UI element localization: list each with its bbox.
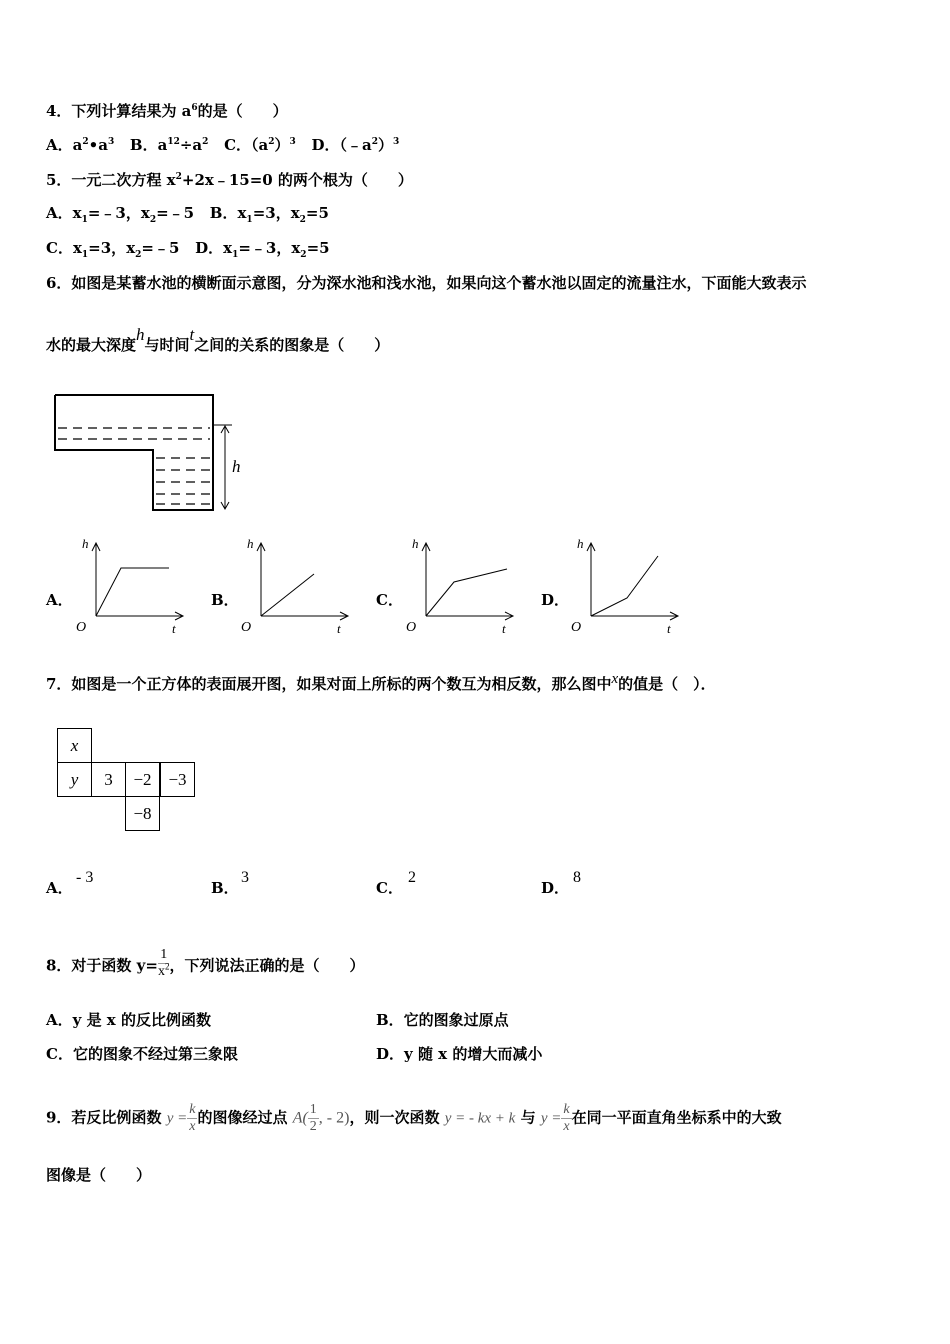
q6-text-b: 与时间 — [144, 336, 190, 354]
q7-option-c — [376, 869, 416, 898]
q4-stem-sup: 6 — [191, 103, 198, 113]
q4-option-b-label: B． — [129, 136, 158, 154]
q4-stem-text: 4．下列计算结果为 a — [46, 102, 192, 120]
q9-point-frac — [308, 1102, 319, 1135]
q6-graph-option-b — [211, 534, 371, 639]
q6-graph-b-plot — [239, 534, 389, 639]
q8-frac-den: x — [157, 964, 165, 979]
q5-stem-text-2: +2x﹣15=0 的两个根为（ ） — [181, 171, 413, 189]
q6-graph-d-curve — [591, 556, 658, 616]
q5-c-v1: =3， — [88, 239, 127, 257]
q5-a-v1: =﹣3， — [87, 204, 141, 222]
q7-c-label: C． — [376, 879, 403, 897]
q5-b-label: B． — [209, 204, 238, 222]
q6-graph-a-curve — [96, 568, 169, 616]
q6-graph-option-c — [376, 534, 536, 639]
q4-a-sup2: 3 — [107, 137, 115, 147]
q4-c-exp: 3 — [289, 137, 296, 147]
q5-a-s2: 2 — [149, 215, 157, 225]
net-cell-minus2: −2 — [125, 762, 160, 797]
q5-option-d — [195, 239, 330, 260]
q5-a-v2: =﹣5 — [156, 204, 195, 222]
q9-f2-den: x — [563, 1119, 570, 1134]
q4-b-div: ÷a — [179, 136, 203, 154]
q5-b-s1: 1 — [246, 215, 253, 225]
q9-text-d: 与 — [520, 1108, 536, 1127]
q5-a-x1: x — [72, 204, 82, 222]
q4-option-c-label: C． — [224, 136, 252, 154]
q6-stem-line1: 6．如图是某蓄水池的横断面示意图，分为深水池和浅水池，如果向这个蓄水池以固定的流量注水，下面能大致表示 — [46, 274, 807, 292]
q5-b-v2: =5 — [305, 204, 329, 222]
q7-option-b — [211, 869, 249, 898]
q6-stem-line2 — [46, 325, 390, 355]
q4-stem — [46, 101, 288, 121]
q6-var-h: h — [136, 325, 145, 344]
q6-graph-c-label: C． — [376, 591, 403, 609]
origin-label: O — [571, 620, 582, 635]
h-axis-label: h — [412, 536, 419, 551]
q7-b-label: B． — [211, 879, 239, 897]
h-axis-label: h — [247, 536, 254, 551]
q9-stem-line2: 图像是（ ） — [46, 1166, 152, 1184]
q5-d-label: D． — [195, 239, 224, 257]
q6-graph-c-curve — [426, 569, 507, 616]
h-axis-label: h — [577, 536, 584, 551]
q7-stem-text: 7．如图是一个正方体的表面展开图，如果对面上所标的两个数互为相反数，那么图中 — [46, 675, 612, 693]
q4-a-sup1: 2 — [82, 137, 89, 147]
q6-graph-option-d — [541, 534, 701, 639]
q5-option-c — [46, 239, 180, 260]
q5-b-x2: x — [290, 204, 300, 222]
q5-d-x2: x — [291, 239, 301, 257]
q4-b-sup1: 12 — [167, 137, 180, 147]
q7-b-value: 3 — [241, 869, 249, 886]
q5-option-b — [209, 204, 329, 225]
q5-d-x1: x — [223, 239, 233, 257]
origin-label: O — [76, 620, 87, 635]
q7-a-value: - 3 — [76, 869, 94, 886]
q8-stem-text-2: ，下列说法正确的是（ ） — [169, 956, 365, 975]
q6-text-a: 水的最大深度 — [46, 336, 137, 354]
q5-a-label: A． — [46, 204, 73, 222]
q5-stem-text: 5．一元二次方程 x — [46, 171, 176, 189]
q5-c-s2: 2 — [135, 250, 142, 260]
water-lines — [58, 428, 210, 504]
q7-option-d — [541, 869, 581, 898]
t-axis-label: t — [337, 621, 341, 636]
net-cell-3: 3 — [91, 762, 126, 797]
q9-text-a: 9．若反比例函数 — [46, 1108, 162, 1127]
q6-graph-a-plot — [74, 534, 224, 639]
q6-graph-d-label: D． — [541, 591, 570, 609]
q4-c-expr: （a — [251, 136, 269, 154]
q4-d-exp: 3 — [393, 137, 400, 147]
q6-graph-a-label: A． — [46, 591, 73, 609]
h-axis-label: h — [82, 536, 89, 551]
q9-text-e: 在同一平面直角坐标系中的大致 — [571, 1108, 782, 1127]
q5-c-label: C． — [46, 239, 73, 257]
q6-graph-c-plot — [404, 534, 554, 639]
q9-f1-frac — [187, 1102, 197, 1135]
q6-text-c: 之间的关系的图象是（ ） — [194, 336, 390, 354]
q9-f1-num: k — [189, 1102, 196, 1117]
q9-point-a: A( — [292, 1109, 308, 1127]
q8-fraction — [158, 947, 170, 980]
q4-b-base: a — [157, 136, 168, 154]
q5-b-s2: 2 — [299, 215, 306, 225]
q8-stem-text: 8．对于函数 y= — [46, 956, 158, 975]
q8-option-b: B．它的图象过原点 — [376, 1011, 509, 1029]
q5-c-x2: x — [126, 239, 136, 257]
q6-graph-option-a — [46, 534, 206, 639]
q8-frac-num: 1 — [158, 947, 170, 964]
t-axis-label: t — [667, 621, 671, 636]
q7-c-value: 2 — [408, 869, 416, 886]
q4-d-expr: （﹣a — [339, 136, 372, 154]
q5-d-v2: =5 — [306, 239, 330, 257]
q9-pt-num: 1 — [309, 1102, 317, 1117]
origin-label: O — [406, 620, 417, 635]
q4-c-sup: 2 — [268, 137, 275, 147]
q9-f2-num: k — [563, 1102, 570, 1117]
q4-stem-text-2: 的是（ ） — [197, 102, 288, 120]
q8-option-c: C．它的图象不经过第三象限 — [46, 1045, 238, 1063]
q4-option-a-label: A． — [46, 136, 73, 154]
cube-net — [57, 728, 217, 838]
net-cell-minus3: −3 — [160, 762, 195, 797]
q7-stem-text-2: 的值是（ ）． — [618, 675, 716, 693]
q7-stem — [46, 671, 716, 695]
q4-d-close: ） — [378, 136, 394, 154]
q8-option-a: A．y 是 x 的反比例函数 — [46, 1011, 211, 1029]
q4-d-sup: 2 — [371, 137, 378, 147]
q5-a-s1: 1 — [81, 215, 88, 225]
q8-stem — [46, 947, 365, 983]
q5-b-v1: =3， — [252, 204, 291, 222]
net-cell-y: y — [57, 762, 92, 797]
q8-option-d: D．y 随 x 的增大而减小 — [376, 1045, 543, 1063]
q9-pt-den: 2 — [309, 1119, 317, 1134]
q9-text-b: 的图像经过点 — [197, 1108, 288, 1127]
t-axis-label: t — [172, 621, 176, 636]
q9-point-b: , - 2) — [318, 1109, 350, 1127]
origin-label: O — [241, 620, 252, 635]
q5-stem-sup: 2 — [175, 172, 182, 182]
q4-a-dot: •a — [88, 136, 108, 154]
q6-var-t: t — [189, 325, 195, 344]
net-cell-x: x — [57, 728, 92, 763]
q5-options-row1 — [46, 203, 329, 223]
q7-d-value: 8 — [573, 869, 581, 886]
q5-a-x2: x — [140, 204, 150, 222]
q5-c-s1: 1 — [81, 250, 89, 260]
q4-a-base: a — [72, 136, 83, 154]
q6-graph-b-label: B． — [211, 591, 239, 609]
q9-linear: y = - kx + k — [444, 1110, 516, 1127]
q9-text-c: ，则一次函数 — [349, 1108, 440, 1127]
q5-d-v1: =﹣3， — [238, 239, 292, 257]
q5-d-s1: 1 — [232, 250, 239, 260]
q9-f1-lhs: y = — [166, 1110, 188, 1127]
q5-d-s2: 2 — [300, 250, 307, 260]
q9-f2-lhs: y = — [540, 1110, 562, 1127]
q4-option-d-label: D． — [311, 136, 340, 154]
q9-f1-den: x — [189, 1119, 196, 1134]
q5-options-row2 — [46, 238, 330, 258]
q7-a-label: A． — [46, 879, 73, 897]
q4-b-sup2: 2 — [202, 137, 209, 147]
q5-b-x1: x — [237, 204, 247, 222]
q4-c-close: ） — [274, 136, 290, 154]
pool-diagram — [50, 390, 260, 515]
q9-stem — [46, 1102, 782, 1135]
q6-graph-d-plot — [569, 534, 719, 639]
pool-h-label: h — [232, 457, 241, 476]
q5-option-a — [46, 204, 195, 225]
q5-c-x1: x — [72, 239, 82, 257]
q7-var-x: x — [611, 671, 619, 687]
q7-option-a — [46, 869, 94, 898]
q5-c-v2: =﹣5 — [141, 239, 180, 257]
t-axis-label: t — [502, 621, 506, 636]
q9-f2-frac — [561, 1102, 571, 1135]
q6-graph-b-curve — [261, 574, 314, 616]
net-cell-minus8: −8 — [125, 796, 160, 831]
q5-stem — [46, 170, 413, 190]
q7-d-label: D． — [541, 879, 570, 897]
pool-outline — [55, 395, 213, 510]
q4-options — [46, 135, 399, 155]
q8-frac-den-sup: 2 — [164, 961, 170, 972]
